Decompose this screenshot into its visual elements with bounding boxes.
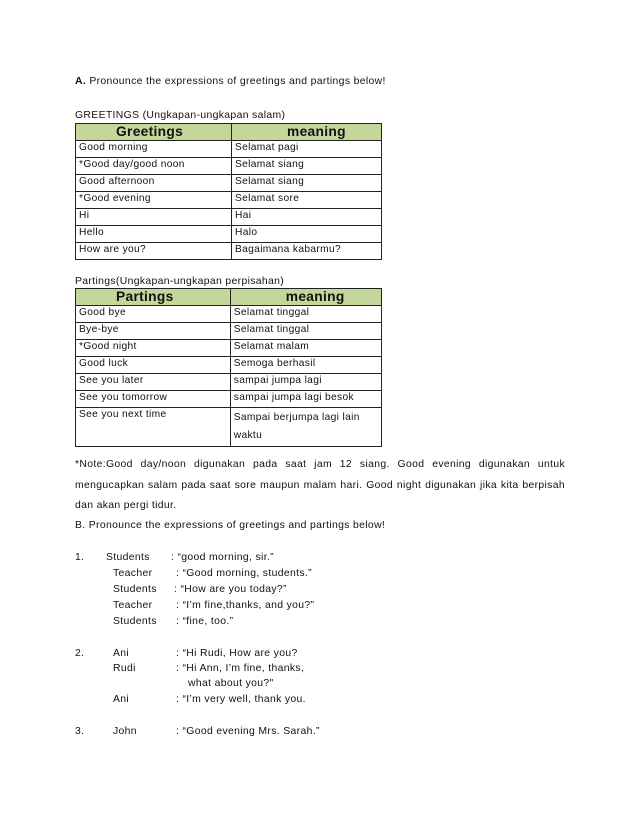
dialogue-line: : “Hi Ann, I’m fine, thanks,	[176, 663, 305, 674]
meaning-cell: Selamat siang	[232, 158, 382, 175]
section-b-heading: B. Pronounce the expressions of greetings and partings below!	[75, 520, 386, 531]
parting-cell: *Good night	[76, 340, 231, 357]
dialogue-number: 2.	[75, 648, 85, 659]
section-a-heading	[75, 76, 386, 87]
table-row	[76, 141, 382, 158]
greeting-cell: How are you?	[76, 243, 232, 260]
greeting-cell: *Good evening	[76, 192, 232, 209]
table-row	[76, 323, 382, 340]
greetings-header-row	[76, 124, 382, 141]
table-row	[76, 192, 382, 209]
section-a-text: Pronounce the expressions of greetings and partings below!	[86, 76, 386, 87]
parting-cell: Good luck	[76, 357, 231, 374]
partings-table	[75, 288, 382, 447]
dialogue-line: : “I’m fine,thanks, and you?”	[176, 600, 315, 611]
greeting-cell: Hi	[76, 209, 232, 226]
dialogue-line: what about you?"	[188, 678, 274, 689]
speaker: John	[113, 726, 137, 737]
note-paragraph: *Note:Good day/noon digunakan pada saat jam 12 siang. Good evening digunakan untuk mengucapkan salam pada saat sore maupun malam hari. Good night digunakan jika kita berpisah dan akan pergi tidur.	[75, 459, 565, 511]
greetings-table	[75, 123, 382, 260]
table-row	[76, 306, 382, 323]
speaker: Ani	[113, 648, 130, 659]
meaning-cell: Selamat tinggal	[230, 306, 381, 323]
dialogue-number: 3.	[75, 726, 85, 737]
speaker: Teacher	[113, 600, 153, 611]
greetings-caption: GREETINGS (Ungkapan-ungkapan salam)	[75, 110, 286, 121]
table-row	[76, 357, 382, 374]
meaning-cell: sampai jumpa lagi besok	[230, 391, 381, 408]
speaker: Teacher	[113, 568, 153, 579]
meaning-cell: Hai	[232, 209, 382, 226]
table-row	[76, 226, 382, 243]
partings-header-partings: Partings	[76, 289, 231, 306]
greetings-header-greetings: Greetings	[76, 124, 232, 141]
greeting-cell: Good afternoon	[76, 175, 232, 192]
greeting-cell: *Good day/good noon	[76, 158, 232, 175]
table-row	[76, 175, 382, 192]
greetings-header-meaning: meaning	[232, 124, 382, 141]
dialogue-line: : “fine, too.”	[176, 616, 234, 627]
parting-cell: See you later	[76, 374, 231, 391]
speaker: Students	[113, 584, 157, 595]
partings-header-meaning: meaning	[230, 289, 381, 306]
dialogue-line: : “Good morning, students.”	[176, 568, 312, 579]
speaker: Students	[106, 552, 150, 563]
table-row	[76, 391, 382, 408]
speaker: Students	[113, 616, 157, 627]
meaning-cell: Selamat sore	[232, 192, 382, 209]
greeting-cell: Good morning	[76, 141, 232, 158]
parting-cell: See you tomorrow	[76, 391, 231, 408]
meaning-cell: Halo	[232, 226, 382, 243]
meaning-cell: Selamat tinggal	[230, 323, 381, 340]
table-row	[76, 209, 382, 226]
meaning-cell: Bagaimana kabarmu?	[232, 243, 382, 260]
table-row	[76, 243, 382, 260]
meaning-cell: Semoga berhasil	[230, 357, 381, 374]
dialogue-line: : “I’m very well, thank you.	[176, 694, 306, 705]
parting-cell: See you next time	[76, 408, 231, 447]
meaning-cell: Selamat pagi	[232, 141, 382, 158]
parting-cell: Bye-bye	[76, 323, 231, 340]
table-row	[76, 340, 382, 357]
dialogue-number: 1.	[75, 552, 85, 563]
dialogue-line: : “Hi Rudi, How are you?	[176, 648, 298, 659]
parting-cell: Good bye	[76, 306, 231, 323]
speaker: Ani	[113, 694, 130, 705]
partings-caption: Partings(Ungkapan-ungkapan perpisahan)	[75, 276, 285, 287]
table-row	[76, 158, 382, 175]
dialogue-line: : “good morning, sir.”	[171, 552, 274, 563]
table-row	[76, 374, 382, 391]
greeting-cell: Hello	[76, 226, 232, 243]
partings-header-row	[76, 289, 382, 306]
dialogue-line: : “Good evening Mrs. Sarah.”	[176, 726, 320, 737]
speaker: Rudi	[113, 663, 136, 674]
meaning-cell: Selamat malam	[230, 340, 381, 357]
meaning-cell: sampai jumpa lagi	[230, 374, 381, 391]
dialogue-line: : “How are you today?”	[174, 584, 287, 595]
table-row	[76, 408, 382, 447]
meaning-cell: Selamat siang	[232, 175, 382, 192]
section-a-prefix: A.	[75, 76, 87, 87]
meaning-cell: Sampai berjumpa lagi lain waktu	[230, 408, 381, 447]
